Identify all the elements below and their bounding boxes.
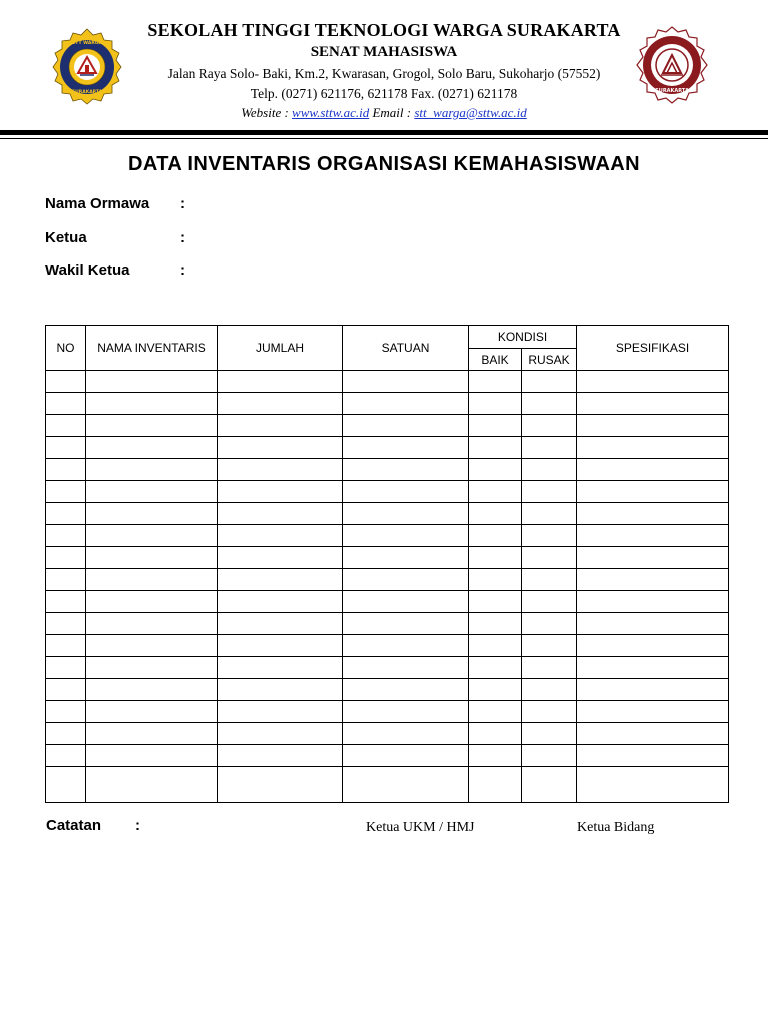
field-colon: : bbox=[180, 262, 185, 279]
table-cell[interactable] bbox=[469, 679, 522, 701]
table-cell[interactable] bbox=[469, 723, 522, 745]
table-cell[interactable] bbox=[577, 371, 729, 393]
table-row bbox=[46, 635, 729, 657]
table-cell[interactable] bbox=[343, 481, 469, 503]
table-cell[interactable] bbox=[522, 767, 577, 803]
col-header-kondisi: KONDISI bbox=[469, 326, 577, 349]
table-cell[interactable] bbox=[46, 701, 86, 723]
table-row bbox=[46, 767, 729, 803]
table-row bbox=[46, 745, 729, 767]
signature-ketua-ukm-hmj: Ketua UKM / HMJ bbox=[366, 820, 475, 835]
email-label: Email : bbox=[369, 105, 415, 120]
table-cell[interactable] bbox=[86, 415, 218, 437]
table-row bbox=[46, 723, 729, 745]
table-row bbox=[46, 437, 729, 459]
table-cell[interactable] bbox=[469, 415, 522, 437]
table-cell[interactable] bbox=[577, 745, 729, 767]
table-cell[interactable] bbox=[577, 437, 729, 459]
table-row bbox=[46, 415, 729, 437]
table-cell[interactable] bbox=[218, 459, 343, 481]
table-cell[interactable] bbox=[522, 393, 577, 415]
table-cell[interactable] bbox=[46, 459, 86, 481]
table-row bbox=[46, 481, 729, 503]
table-cell[interactable] bbox=[46, 547, 86, 569]
table-cell[interactable] bbox=[522, 481, 577, 503]
table-cell[interactable] bbox=[522, 569, 577, 591]
table-cell[interactable] bbox=[469, 525, 522, 547]
table-cell[interactable] bbox=[577, 569, 729, 591]
table-cell[interactable] bbox=[86, 745, 218, 767]
table-cell[interactable] bbox=[469, 635, 522, 657]
table-row bbox=[46, 569, 729, 591]
table-cell[interactable] bbox=[218, 657, 343, 679]
table-cell[interactable] bbox=[343, 437, 469, 459]
table-cell[interactable] bbox=[218, 481, 343, 503]
table-cell[interactable] bbox=[522, 503, 577, 525]
table-cell[interactable] bbox=[46, 767, 86, 803]
table-cell[interactable] bbox=[469, 481, 522, 503]
table-cell[interactable] bbox=[86, 569, 218, 591]
table-cell[interactable] bbox=[522, 371, 577, 393]
table-cell[interactable] bbox=[46, 437, 86, 459]
table-cell[interactable] bbox=[86, 657, 218, 679]
table-cell[interactable] bbox=[86, 547, 218, 569]
table-cell[interactable] bbox=[46, 723, 86, 745]
table-cell[interactable] bbox=[218, 701, 343, 723]
table-cell[interactable] bbox=[469, 745, 522, 767]
table-row bbox=[46, 613, 729, 635]
table-cell[interactable] bbox=[218, 525, 343, 547]
table-cell[interactable] bbox=[522, 525, 577, 547]
table-cell[interactable] bbox=[522, 745, 577, 767]
table-cell[interactable] bbox=[86, 393, 218, 415]
letterhead-divider-thick bbox=[0, 130, 768, 135]
table-cell[interactable] bbox=[86, 437, 218, 459]
table-cell[interactable] bbox=[522, 613, 577, 635]
table-cell[interactable] bbox=[577, 723, 729, 745]
right-logo-lettering: SURAKARTA bbox=[655, 88, 689, 94]
table-cell[interactable] bbox=[577, 393, 729, 415]
table-cell[interactable] bbox=[218, 547, 343, 569]
table-cell[interactable] bbox=[46, 635, 86, 657]
table-cell[interactable] bbox=[86, 591, 218, 613]
field-label: Wakil Ketua bbox=[45, 262, 130, 279]
table-cell[interactable] bbox=[522, 591, 577, 613]
table-cell[interactable] bbox=[343, 459, 469, 481]
catatan-label: Catatan bbox=[46, 817, 102, 834]
table-cell[interactable] bbox=[577, 591, 729, 613]
table-cell[interactable] bbox=[522, 415, 577, 437]
table-cell[interactable] bbox=[86, 723, 218, 745]
col-header-satuan: SATUAN bbox=[343, 326, 469, 371]
table-cell[interactable] bbox=[343, 525, 469, 547]
table-cell[interactable] bbox=[469, 459, 522, 481]
table-cell[interactable] bbox=[86, 679, 218, 701]
table-cell[interactable] bbox=[46, 745, 86, 767]
table-cell[interactable] bbox=[343, 613, 469, 635]
table-cell[interactable] bbox=[218, 569, 343, 591]
table-cell[interactable] bbox=[469, 547, 522, 569]
table-cell[interactable] bbox=[577, 415, 729, 437]
phone-fax: Telp. (0271) 621176, 621178 Fax. (0271) 621178 bbox=[250, 86, 518, 101]
table-cell[interactable] bbox=[469, 613, 522, 635]
catatan-field bbox=[46, 817, 140, 834]
table-cell[interactable] bbox=[46, 569, 86, 591]
table-cell[interactable] bbox=[343, 415, 469, 437]
table-cell[interactable] bbox=[46, 371, 86, 393]
inventory-table-body bbox=[46, 371, 729, 803]
table-cell[interactable] bbox=[522, 547, 577, 569]
document-title: DATA INVENTARIS ORGANISASI KEMAHASISWAAN bbox=[128, 153, 640, 175]
inventory-table bbox=[45, 325, 729, 803]
col-header-rusak: RUSAK bbox=[522, 349, 577, 371]
col-header-spesifikasi: SPESIFIKASI bbox=[577, 326, 729, 371]
field-label: Ketua bbox=[45, 229, 87, 246]
table-cell[interactable] bbox=[218, 371, 343, 393]
col-header-jumlah: JUMLAH bbox=[218, 326, 343, 371]
table-cell[interactable] bbox=[577, 701, 729, 723]
table-cell[interactable] bbox=[343, 569, 469, 591]
table-cell[interactable] bbox=[218, 503, 343, 525]
table-cell[interactable] bbox=[46, 525, 86, 547]
table-row bbox=[46, 679, 729, 701]
table-cell[interactable] bbox=[218, 437, 343, 459]
table-cell[interactable] bbox=[86, 701, 218, 723]
table-cell[interactable] bbox=[469, 371, 522, 393]
table-cell[interactable] bbox=[343, 767, 469, 803]
table-cell[interactable] bbox=[86, 525, 218, 547]
table-cell[interactable] bbox=[522, 459, 577, 481]
email-link[interactable]: stt_warga@sttw.ac.id bbox=[414, 105, 527, 120]
table-cell[interactable] bbox=[522, 657, 577, 679]
table-row bbox=[46, 371, 729, 393]
signature-ketua-bidang: Ketua Bidang bbox=[577, 820, 655, 835]
table-row bbox=[46, 525, 729, 547]
table-cell[interactable] bbox=[218, 723, 343, 745]
field-label: Nama Ormawa bbox=[45, 195, 150, 212]
table-cell[interactable] bbox=[343, 591, 469, 613]
table-cell[interactable] bbox=[218, 393, 343, 415]
table-row bbox=[46, 547, 729, 569]
address: Jalan Raya Solo- Baki, Km.2, Kwarasan, Grogol, Solo Baru, Sukoharjo (57552) bbox=[167, 66, 601, 81]
table-row bbox=[46, 591, 729, 613]
table-cell[interactable] bbox=[577, 657, 729, 679]
svg-text:SURAKARTA: SURAKARTA bbox=[71, 90, 103, 95]
institution-name: SEKOLAH TINGGI TEKNOLOGI WARGA SURAKARTA bbox=[147, 20, 621, 40]
table-cell[interactable] bbox=[469, 657, 522, 679]
table-row bbox=[46, 657, 729, 679]
col-header-no: NO bbox=[46, 326, 86, 371]
table-cell[interactable] bbox=[343, 635, 469, 657]
table-cell[interactable] bbox=[469, 591, 522, 613]
table-cell[interactable] bbox=[86, 459, 218, 481]
table-cell[interactable] bbox=[86, 635, 218, 657]
table-cell[interactable] bbox=[343, 701, 469, 723]
table-row bbox=[46, 393, 729, 415]
table-cell[interactable] bbox=[577, 503, 729, 525]
col-header-baik: BAIK bbox=[469, 349, 522, 371]
letterhead-divider-thin bbox=[0, 138, 768, 139]
table-cell[interactable] bbox=[218, 613, 343, 635]
table-cell[interactable] bbox=[577, 767, 729, 803]
table-cell[interactable] bbox=[577, 459, 729, 481]
table-cell[interactable] bbox=[46, 503, 86, 525]
left-logo-lettering: STT WARGA bbox=[72, 41, 102, 46]
table-cell[interactable] bbox=[218, 745, 343, 767]
table-cell[interactable] bbox=[343, 503, 469, 525]
table-row bbox=[46, 503, 729, 525]
table-cell[interactable] bbox=[218, 767, 343, 803]
table-row bbox=[46, 459, 729, 481]
table-cell[interactable] bbox=[343, 723, 469, 745]
table-cell[interactable] bbox=[469, 503, 522, 525]
table-cell[interactable] bbox=[469, 569, 522, 591]
table-cell[interactable] bbox=[46, 679, 86, 701]
table-cell[interactable] bbox=[218, 591, 343, 613]
table-cell[interactable] bbox=[343, 371, 469, 393]
web-email-line bbox=[0, 105, 768, 121]
table-cell[interactable] bbox=[343, 393, 469, 415]
table-cell[interactable] bbox=[577, 613, 729, 635]
table-cell[interactable] bbox=[577, 547, 729, 569]
table-cell[interactable] bbox=[46, 591, 86, 613]
table-cell[interactable] bbox=[86, 481, 218, 503]
catatan-colon: : bbox=[135, 817, 140, 834]
table-cell[interactable] bbox=[86, 371, 218, 393]
table-cell[interactable] bbox=[577, 481, 729, 503]
table-cell[interactable] bbox=[469, 437, 522, 459]
table-cell[interactable] bbox=[46, 415, 86, 437]
website-link[interactable]: www.sttw.ac.id bbox=[292, 105, 370, 120]
website-label: Website : bbox=[241, 105, 293, 120]
table-cell[interactable] bbox=[46, 481, 86, 503]
table-cell[interactable] bbox=[218, 635, 343, 657]
table-cell[interactable] bbox=[469, 701, 522, 723]
table-cell[interactable] bbox=[218, 415, 343, 437]
table-cell[interactable] bbox=[522, 723, 577, 745]
col-header-nama-inventaris: NAMA INVENTARIS bbox=[86, 326, 218, 371]
table-cell[interactable] bbox=[343, 657, 469, 679]
table-cell[interactable] bbox=[343, 547, 469, 569]
table-cell[interactable] bbox=[577, 679, 729, 701]
table-cell[interactable] bbox=[522, 635, 577, 657]
table-cell[interactable] bbox=[86, 503, 218, 525]
table-cell[interactable] bbox=[469, 767, 522, 803]
table-cell[interactable] bbox=[343, 679, 469, 701]
unit-name: SENAT MAHASISWA bbox=[310, 44, 458, 60]
table-cell[interactable] bbox=[577, 635, 729, 657]
table-cell[interactable] bbox=[86, 613, 218, 635]
field-colon: : bbox=[180, 195, 185, 212]
table-cell[interactable] bbox=[469, 393, 522, 415]
table-cell[interactable] bbox=[522, 701, 577, 723]
table-cell[interactable] bbox=[46, 657, 86, 679]
table-row bbox=[46, 701, 729, 723]
field-colon: : bbox=[180, 229, 185, 246]
table-cell[interactable] bbox=[577, 525, 729, 547]
table-cell[interactable] bbox=[218, 679, 343, 701]
table-cell[interactable] bbox=[86, 767, 218, 803]
table-cell[interactable] bbox=[46, 613, 86, 635]
table-cell[interactable] bbox=[522, 437, 577, 459]
table-cell[interactable] bbox=[522, 679, 577, 701]
table-cell[interactable] bbox=[46, 393, 86, 415]
table-cell[interactable] bbox=[343, 745, 469, 767]
